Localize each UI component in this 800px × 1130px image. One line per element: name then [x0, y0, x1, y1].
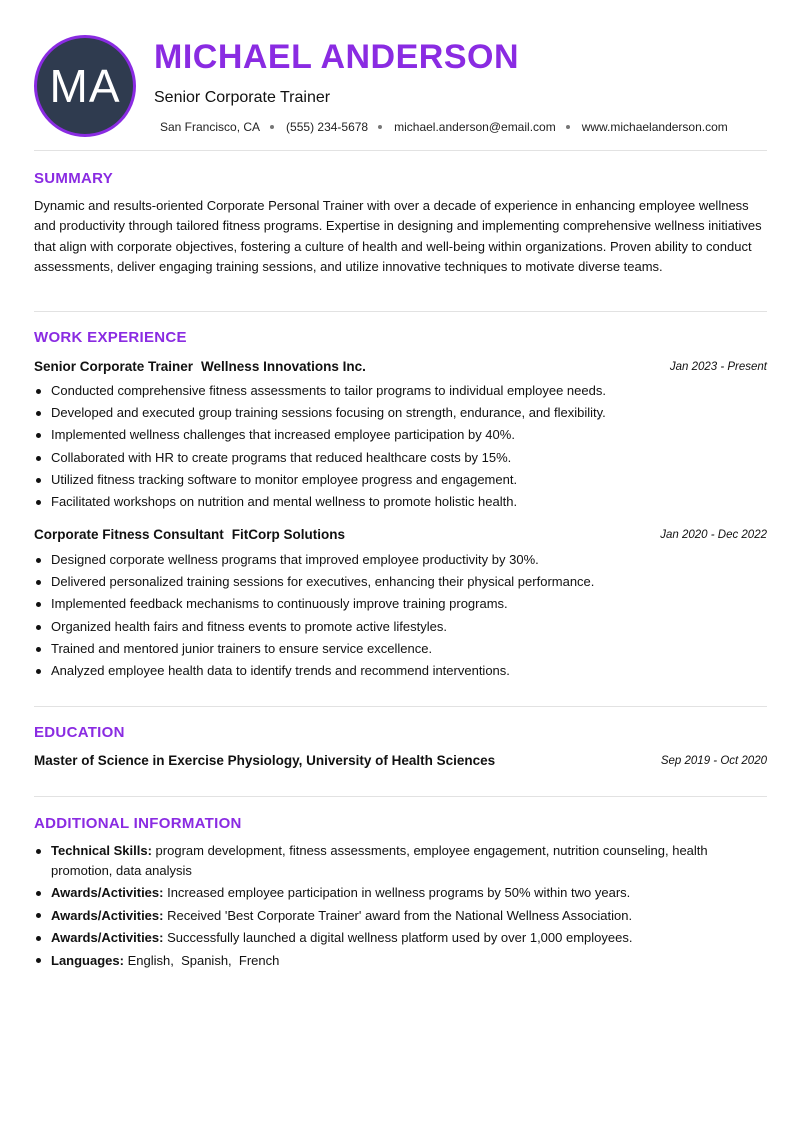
list-item: [34, 638, 767, 660]
list-item: [34, 549, 767, 571]
list-item: [34, 928, 767, 948]
divider: [34, 150, 767, 151]
education-dates: Sep 2019 - Oct 2020: [660, 755, 767, 767]
item-label: Technical Skills:: [51, 843, 152, 858]
list-item: [34, 424, 767, 446]
bullet-icon: [36, 669, 41, 674]
separator-dot-icon: [566, 125, 570, 129]
job-bullets: [34, 549, 767, 682]
item-label: Awards/Activities:: [51, 930, 164, 945]
list-item: [34, 616, 767, 638]
bullet-text: Implemented wellness challenges that increased employee participation by 40%.: [51, 427, 515, 443]
item-text: program development, fitness assessments, employee engagement, nutrition counseling, health promotion, data analysis: [51, 843, 708, 878]
item-label: Languages:: [51, 952, 124, 968]
list-item: [34, 660, 767, 682]
bullet-icon: [36, 891, 41, 896]
bullet-icon: [36, 433, 41, 438]
bullet-text: Delivered personalized training sessions for executives, enhancing their physical performance.: [51, 574, 595, 590]
bullet-icon: [36, 456, 41, 461]
list-item: [34, 402, 767, 424]
bullet-icon: [36, 580, 41, 585]
job-bullets: [34, 380, 767, 513]
item-text: English, Spanish, French: [127, 952, 280, 968]
bullet-icon: [36, 500, 41, 505]
bullet-text: Analyzed employee health data to identify trends and recommend interventions.: [51, 663, 510, 679]
separator-dot-icon: [270, 125, 274, 129]
bullet-icon: [36, 849, 41, 854]
contact-phone: (555) 234-5678: [286, 120, 369, 134]
list-item: [34, 469, 767, 491]
item-text: Successfully launched a digital wellness platform used by over 1,000 employees.: [167, 930, 633, 945]
avatar-initials: MA: [49, 60, 121, 112]
bullet-icon: [36, 602, 41, 607]
summary-text: Dynamic and results-oriented Corporate Personal Trainer with over a decade of experience in enhancing employee wellness and productivity through tailored fitness programs. Expertise in designing and implementing comprehensive wellness initiatives that align with corporate objectives, fostering a culture of health and well-being within organizations. Proven ability to conduct assessments, deliver engaging training sessions, and utilize innovative techniques to motivate diverse teams.: [34, 198, 762, 274]
item-label: Awards/Activities:: [51, 907, 164, 923]
list-item: [34, 491, 767, 513]
education-entry: [34, 753, 767, 768]
bullet-text: Collaborated with HR to create programs that reduced healthcare costs by 15%.: [51, 449, 512, 465]
bullet-icon: [36, 936, 41, 941]
item-text: Received 'Best Corporate Trainer' award from the National Wellness Association.: [167, 907, 633, 923]
candidate-name: MICHAEL ANDERSON: [154, 38, 520, 76]
bullet-text: Developed and executed group training sessions focusing on strength, endurance, and flexibility.: [51, 405, 606, 421]
item-label: Awards/Activities:: [51, 885, 164, 900]
bullet-icon: [36, 913, 41, 918]
list-item: [34, 883, 767, 903]
summary-heading: SUMMARY: [34, 170, 114, 187]
job-title: Senior Corporate Trainer: [154, 89, 331, 106]
contact-website[interactable]: www.michaelanderson.com: [581, 120, 728, 134]
divider: [34, 311, 767, 312]
education-degree: Master of Science in Exercise Physiology, University of Health Sciences: [34, 753, 496, 768]
list-item: [34, 951, 767, 971]
bullet-text: Implemented feedback mechanisms to continuously improve training programs.: [51, 596, 508, 612]
bullet-text: Conducted comprehensive fitness assessments to tailor programs to individual employee needs.: [51, 383, 606, 398]
bullet-icon: [36, 958, 41, 963]
contact-line: [160, 120, 728, 134]
bullet-text: Organized health fairs and fitness events to promote active lifestyles.: [51, 618, 447, 634]
contact-email[interactable]: michael.anderson@email.com: [394, 120, 556, 134]
list-item: [34, 906, 767, 926]
job-dates: Jan 2020 - Dec 2022: [660, 529, 767, 541]
job-company: Wellness Innovations Inc.: [201, 359, 366, 374]
bullet-icon: [36, 389, 41, 394]
avatar: [34, 35, 136, 137]
education-heading: EDUCATION: [34, 724, 125, 741]
bullet-icon: [36, 558, 41, 563]
list-item: [34, 380, 767, 402]
job-dates: Jan 2023 - Present: [669, 361, 767, 373]
bullet-text: Designed corporate wellness programs that improved employee productivity by 30%.: [51, 552, 539, 567]
bullet-icon: [36, 411, 41, 416]
list-item: [34, 593, 767, 615]
list-item: [34, 571, 767, 593]
item-text: Increased employee participation in wellness programs by 50% within two years.: [167, 885, 631, 900]
bullet-text: Utilized fitness tracking software to monitor employee progress and engagement.: [51, 471, 518, 487]
separator-dot-icon: [378, 125, 382, 129]
divider: [34, 706, 767, 707]
list-item: [34, 841, 767, 880]
contact-location: San Francisco, CA: [160, 120, 261, 134]
bullet-text: Facilitated workshops on nutrition and mental wellness to promote holistic health.: [51, 494, 518, 510]
additional-heading: ADDITIONAL INFORMATION: [34, 815, 242, 832]
bullet-icon: [36, 478, 41, 483]
job-header: [34, 359, 767, 374]
experience-heading: WORK EXPERIENCE: [34, 329, 187, 346]
job-company: FitCorp Solutions: [231, 527, 345, 542]
job-header: [34, 527, 767, 542]
job-role: Corporate Fitness Consultant: [34, 527, 224, 542]
list-item: [34, 447, 767, 469]
bullet-icon: [36, 625, 41, 630]
additional-list: [34, 841, 767, 973]
bullet-icon: [36, 647, 41, 652]
job-role: Senior Corporate Trainer: [34, 359, 194, 374]
divider: [34, 796, 767, 797]
bullet-text: Trained and mentored junior trainers to ensure service excellence.: [51, 640, 433, 656]
